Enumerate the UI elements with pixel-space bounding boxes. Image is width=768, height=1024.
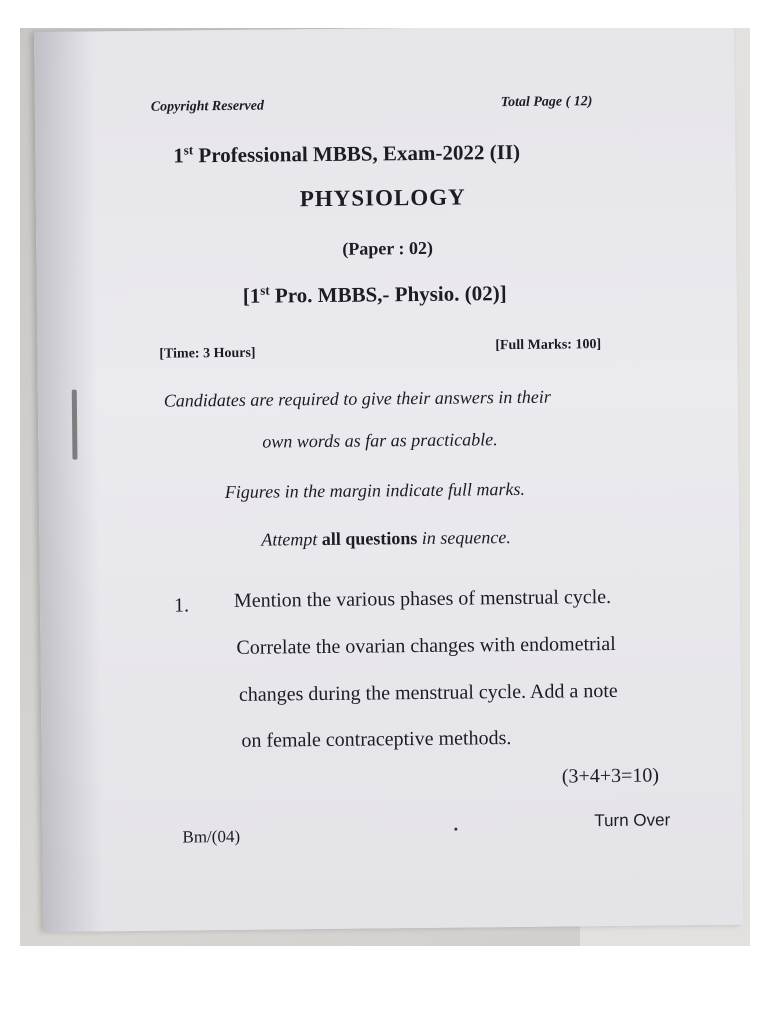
time-allowed: [Time: 3 Hours]: [159, 345, 256, 362]
photo-background: [20, 28, 750, 946]
exam-title: [173, 139, 520, 169]
title-number: 1: [173, 143, 184, 168]
instruction-line-2: own words as far as practicable.: [262, 429, 498, 452]
code-open: [1: [242, 283, 261, 308]
subject-heading: PHYSIOLOGY: [299, 184, 466, 212]
question-line-4: on female contraceptive methods.: [241, 727, 512, 752]
title-main: Professional MBBS, Exam-2022 (II): [193, 139, 521, 168]
question-line-3: changes during the menstrual cycle. Add a note: [238, 679, 618, 706]
stray-dot: [454, 828, 457, 831]
question-line-2: Correlate the ovarian changes with endometrial: [236, 632, 616, 659]
instruction-4-post: in sequence.: [417, 527, 511, 549]
full-marks: [Full Marks: 100]: [495, 337, 602, 354]
booklet-code: Bm/(04): [182, 826, 241, 847]
instruction-line-4: [261, 527, 511, 551]
instruction-line-3: Figures in the margin indicate full marks.: [224, 478, 526, 503]
paper-code: [243, 280, 507, 309]
code-rest: Pro. MBBS,- Physio. (02)]: [269, 281, 507, 308]
exam-paper: [34, 28, 743, 932]
instruction-line-1: Candidates are required to give their answers in their: [163, 386, 551, 411]
copyright-text: Copyright Reserved: [150, 98, 265, 115]
pen-mark: [72, 390, 78, 460]
title-superscript: st: [183, 142, 194, 158]
code-superscript: st: [260, 282, 270, 298]
question-number: 1.: [173, 594, 190, 617]
question-marks: (3+4+3=10): [561, 764, 660, 788]
instruction-4-pre: Attempt: [261, 529, 322, 550]
paper-number: (Paper : 02): [342, 237, 434, 259]
instruction-4-bold: all questions: [321, 528, 418, 550]
total-page-text: Total Page ( 12): [500, 94, 593, 111]
question-line-1: Mention the various phases of menstrual cycle.: [233, 585, 612, 612]
turn-over-text: Turn Over: [594, 810, 671, 831]
